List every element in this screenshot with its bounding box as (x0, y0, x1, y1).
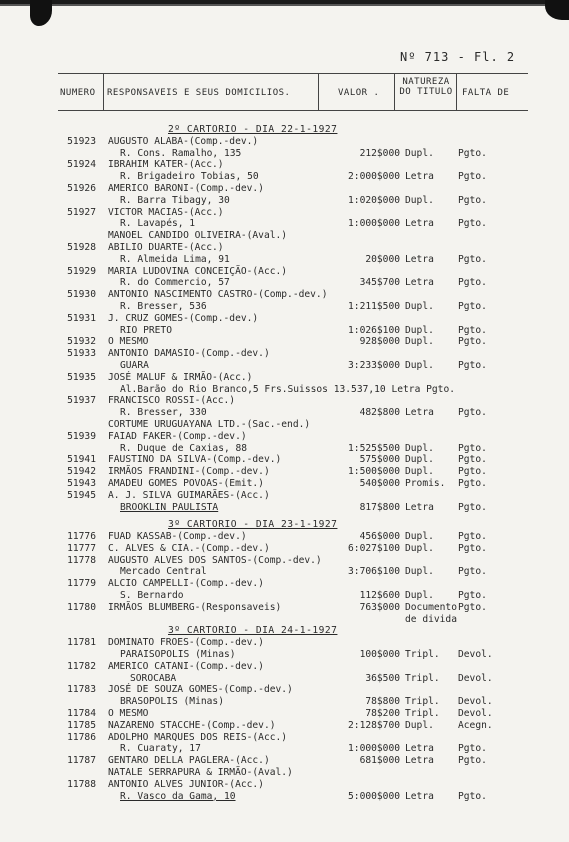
ledger-row (0, 242, 569, 254)
entry-title-nature: Dupl. (405, 466, 434, 478)
entry-value: 2:000$000 (348, 171, 400, 183)
ledger-row (0, 531, 569, 543)
entry-value: 456$000 (359, 531, 400, 543)
entry-falta: Pgto. (458, 336, 487, 348)
entry-value: 2:128$700 (348, 719, 400, 731)
entry-falta: Pgto. (458, 743, 487, 755)
entry-description: O MESMO (108, 708, 149, 720)
entry-value: 575$000 (359, 454, 400, 466)
entry-number: 51928 (67, 241, 96, 253)
ledger-row (0, 543, 569, 555)
entry-falta: Pgto. (458, 454, 487, 466)
entry-falta: Pgto. (458, 531, 487, 543)
entry-description: BROOKLIN PAULISTA (120, 501, 219, 513)
ledger-row (0, 218, 569, 230)
entry-description: AUGUSTO ALABA-(Comp.-dev.) (108, 135, 259, 147)
entry-number: 51935 (67, 371, 96, 383)
entry-description: R. Almeida Lima, 91 (120, 253, 230, 265)
page-reference: Nº 713 - Fl. 2 (400, 50, 516, 64)
entry-description: C. ALVES & CIA.-(Comp.-dev.) (108, 542, 270, 554)
ledger-row (0, 325, 569, 337)
ledger-row (0, 566, 569, 578)
entry-number: 11786 (67, 731, 96, 743)
entry-value: 212$000 (359, 147, 400, 159)
entry-value: 5:000$000 (348, 790, 400, 802)
entry-description: R. Barra Tibagy, 30 (120, 194, 230, 206)
entry-description: O MESMO (108, 336, 149, 348)
entry-value: 1:211$500 (348, 300, 400, 312)
entry-number: 51927 (67, 206, 96, 218)
ledger-row (0, 336, 569, 348)
entry-value: 36$500 (365, 672, 400, 684)
entry-title-nature: Dupl. (405, 719, 434, 731)
entry-value: 681$000 (359, 755, 400, 767)
entry-number: 11782 (67, 660, 96, 672)
entry-title-nature: Dupl. (405, 566, 434, 578)
entry-title-nature: Letra (405, 755, 434, 767)
entry-value: 78$800 (365, 696, 400, 708)
entry-falta: Pgto. (458, 542, 487, 554)
entry-title-nature: Dupl. (405, 531, 434, 543)
entry-description: FAUSTINO DA SILVA-(Comp.-dev.) (108, 454, 282, 466)
ledger-row (0, 478, 569, 490)
ledger-row (0, 159, 569, 171)
entry-description: MANOEL CANDIDO OLIVEIRA-(Aval.) (108, 230, 288, 242)
entry-title-nature: Dupl. (405, 300, 434, 312)
entry-title-nature: Letra (405, 171, 434, 183)
entry-number: 11788 (67, 778, 96, 790)
entry-title-nature: Dupl. (405, 590, 434, 602)
entry-falta: Pgto. (458, 147, 487, 159)
entry-falta: Pgto. (458, 501, 487, 513)
entry-falta: Devol. (458, 708, 493, 720)
entry-title-nature: Dupl. (405, 359, 434, 371)
ledger-row (0, 301, 569, 313)
entry-description: A. J. SILVA GUIMARÃES-(Acc.) (108, 489, 270, 501)
entry-title-nature: Documento (405, 601, 457, 613)
entry-description: BRASOPOLIS (Minas) (120, 696, 224, 708)
entry-falta: Pgto. (458, 218, 487, 230)
entry-falta: Pgto. (458, 194, 487, 206)
entry-title-nature: Dupl. (405, 542, 434, 554)
entry-description: AUGUSTO ALVES DOS SANTOS-(Comp.-dev.) (108, 554, 322, 566)
section-heading-row (0, 519, 569, 531)
entry-value: 20$000 (365, 253, 400, 265)
entry-falta: Pgto. (458, 566, 487, 578)
entry-number: 51931 (67, 312, 96, 324)
entry-description: FAIAD FAKER-(Comp.-dev.) (108, 430, 247, 442)
entry-description: FUAD KASSAB-(Comp.-dev.) (108, 531, 247, 543)
ledger-row (0, 502, 569, 514)
entry-title-nature: Dupl. (405, 194, 434, 206)
ledger-row (0, 555, 569, 567)
entry-value: 3:706$100 (348, 566, 400, 578)
entry-falta: Pgto. (458, 590, 487, 602)
ledger-row (0, 696, 569, 708)
entry-number: 11780 (67, 601, 96, 613)
column-divider (103, 73, 104, 111)
entry-description: MARIA LUDOVINA CONCEIÇÃO-(Acc.) (108, 265, 288, 277)
entry-description: JOSÉ MALUF & IRMÃO-(Acc.) (108, 371, 253, 383)
entry-description: NAZARENO STACCHE-(Comp.-dev.) (108, 719, 276, 731)
entry-description: RIO PRETO (120, 324, 172, 336)
entry-number: 51942 (67, 466, 96, 478)
entry-title-nature: Tripl. (405, 696, 440, 708)
header-numero: NUMERO (60, 88, 96, 98)
entry-falta: Pgto. (458, 477, 487, 489)
entry-falta: Pgto. (458, 466, 487, 478)
entry-number: 11781 (67, 637, 96, 649)
entry-description: ADOLPHO MARQUES DOS REIS-(Acc.) (108, 731, 288, 743)
entry-number: 51932 (67, 336, 96, 348)
entry-number: 11776 (67, 531, 96, 543)
entry-description: SOROCABA (130, 672, 177, 684)
entry-description: AMERICO BARONI-(Comp.-dev.) (108, 182, 264, 194)
section-heading: 2º CARTORIO - DIA 22-1-1927 (168, 124, 338, 135)
entry-title-nature: Dupl. (405, 442, 434, 454)
entry-value: 1:026$100 (348, 324, 400, 336)
ledger-row (0, 183, 569, 195)
entry-number: 11777 (67, 542, 96, 554)
entry-value: 1:000$000 (348, 743, 400, 755)
ledger-row (0, 590, 569, 602)
section-heading: 3º CARTORIO - DIA 23-1-1927 (168, 519, 338, 531)
ledger-row (0, 384, 569, 396)
section-heading-row (0, 124, 569, 136)
entry-value: 763$000 (359, 601, 400, 613)
ledger-row (0, 207, 569, 219)
entry-description: R. Lavapés, 1 (120, 218, 196, 230)
ledger-row (0, 614, 569, 626)
entry-number: 11784 (67, 708, 96, 720)
entry-number: 51933 (67, 348, 96, 360)
entry-value: 817$800 (359, 501, 400, 513)
ledger-row (0, 266, 569, 278)
entry-title-nature: Tripl. (405, 649, 440, 661)
entry-description: Al.Barão do Rio Branco,5 Frs.Suissos 13.537,10 Letra Pgto. (120, 383, 456, 395)
entry-falta: Pgto. (458, 324, 487, 336)
entry-number: 51945 (67, 489, 96, 501)
entry-title-nature: Dupl. (405, 454, 434, 466)
entry-falta: Devol. (458, 696, 493, 708)
ledger-row (0, 673, 569, 685)
entry-number: 51937 (67, 395, 96, 407)
entry-description: R. Duque de Caxias, 88 (120, 442, 248, 454)
entry-title-nature: Letra (405, 277, 434, 289)
entry-description: NATALE SERRAPURA & IRMÃO-(Aval.) (108, 767, 293, 779)
entry-title-nature: de divida (405, 613, 457, 625)
entry-description: R. do Commercio, 57 (120, 277, 230, 289)
scan-top-edge (0, 0, 569, 10)
ledger-row (0, 419, 569, 431)
entry-number: 51930 (67, 289, 96, 301)
entry-description: IBRAHIM KATER-(Acc.) (108, 159, 224, 171)
entry-description: VICTOR MACIAS-(Acc.) (108, 206, 224, 218)
ledger-row (0, 348, 569, 360)
ledger-row (0, 708, 569, 720)
entry-number: 11787 (67, 755, 96, 767)
ledger-row (0, 743, 569, 755)
entry-description: ALCIO CAMPELLI-(Comp.-dev.) (108, 578, 264, 590)
ledger-row (0, 755, 569, 767)
header-valor: VALOR . (338, 88, 380, 98)
entry-value: 345$700 (359, 277, 400, 289)
ledger-row (0, 313, 569, 325)
ledger-row (0, 395, 569, 407)
header-natureza: NATUREZA DO TITULO (399, 77, 453, 97)
ledger-row (0, 602, 569, 614)
entry-description: PARAISOPOLIS (Minas) (120, 649, 236, 661)
entry-value: 78$200 (365, 708, 400, 720)
entry-description: IRMÃOS BLUMBERG-(Responsaveis) (108, 601, 282, 613)
entry-number: 51939 (67, 430, 96, 442)
entry-title-nature: Dupl. (405, 147, 434, 159)
ledger-row (0, 791, 569, 803)
header-falta: FALTA DE (462, 88, 510, 98)
ledger-row (0, 661, 569, 673)
ledger-row (0, 431, 569, 443)
ledger-row (0, 466, 569, 478)
entry-value: 3:233$000 (348, 359, 400, 371)
entry-title-nature: Dupl. (405, 336, 434, 348)
entry-falta: Pgto. (458, 755, 487, 767)
entry-falta: Pgto. (458, 359, 487, 371)
ledger-row (0, 360, 569, 372)
entry-description: GUARA (120, 359, 149, 371)
ledger-row (0, 136, 569, 148)
entry-falta: Pgto. (458, 253, 487, 265)
entry-value: 1:000$000 (348, 218, 400, 230)
entry-number: 11783 (67, 684, 96, 696)
ledger-row (0, 767, 569, 779)
entry-falta: Pgto. (458, 407, 487, 419)
ledger-row (0, 732, 569, 744)
entry-value: 540$000 (359, 477, 400, 489)
entry-description: R. Bresser, 536 (120, 300, 207, 312)
entry-description: CORTUME URUGUAYANA LTD.-(Sac.-end.) (108, 418, 311, 430)
entry-title-nature: Tripl. (405, 708, 440, 720)
entry-number: 51926 (67, 182, 96, 194)
entry-value: 112$600 (359, 590, 400, 602)
ledger-row (0, 230, 569, 242)
entry-description: AMADEU GOMES POVOAS-(Emit.) (108, 477, 264, 489)
entry-description: AMERICO CATANI-(Comp.-dev.) (108, 660, 264, 672)
entry-title-nature: Promis. (405, 477, 446, 489)
entry-title-nature: Letra (405, 501, 434, 513)
entry-falta: Pgto. (458, 790, 487, 802)
entry-falta: Pgto. (458, 171, 487, 183)
column-divider (318, 73, 319, 111)
entry-value: 100$000 (359, 649, 400, 661)
entry-description: R. Bresser, 330 (120, 407, 207, 419)
entry-falta: Devol. (458, 649, 493, 661)
entry-value: 1:525$500 (348, 442, 400, 454)
ledger-row (0, 289, 569, 301)
entry-value: 6:027$100 (348, 542, 400, 554)
entry-number: 51924 (67, 159, 96, 171)
entry-description: R. Brigadeiro Tobias, 50 (120, 171, 259, 183)
entry-description: J. CRUZ GOMES-(Comp.-dev.) (108, 312, 259, 324)
ledger-row (0, 407, 569, 419)
entry-description: R. Cons. Ramalho, 135 (120, 147, 242, 159)
ledger-row (0, 443, 569, 455)
entry-falta: Pgto. (458, 300, 487, 312)
entry-description: R. Cuaraty, 17 (120, 743, 201, 755)
entry-value: 482$800 (359, 407, 400, 419)
ledger-row (0, 720, 569, 732)
entry-title-nature: Letra (405, 407, 434, 419)
entry-description: Mercado Central (120, 566, 207, 578)
header-responsaveis: RESPONSAVEIS E SEUS DOMICILIOS. (107, 88, 291, 98)
entry-title-nature: Dupl. (405, 324, 434, 336)
entry-falta: Pgto. (458, 442, 487, 454)
entry-number: 51941 (67, 454, 96, 466)
ledger-row (0, 454, 569, 466)
entry-title-nature: Letra (405, 218, 434, 230)
ledger-row (0, 578, 569, 590)
header-top-rule (58, 73, 528, 74)
ledger-row (0, 779, 569, 791)
entry-description: IRMÃOS FRANDINI-(Comp.-dev.) (108, 466, 270, 478)
ledger-row (0, 148, 569, 160)
entry-description: ANTONIO NASCIMENTO CASTRO-(Comp.-dev.) (108, 289, 328, 301)
entry-falta: Acegn. (458, 719, 493, 731)
entry-title-nature: Tripl. (405, 672, 440, 684)
entry-description: DOMINATO FROES-(Comp.-dev.) (108, 637, 264, 649)
entry-title-nature: Letra (405, 790, 434, 802)
ledger-row (0, 649, 569, 661)
ledger-row (0, 195, 569, 207)
entry-description: FRANCISCO ROSSI-(Acc.) (108, 395, 236, 407)
ledger-row (0, 372, 569, 384)
entry-falta: Devol. (458, 672, 493, 684)
entry-value: 1:020$000 (348, 194, 400, 206)
ink-blot (30, 0, 52, 26)
entry-description: R. Vasco da Gama, 10 (120, 790, 236, 802)
entry-title-nature: Letra (405, 253, 434, 265)
entry-falta: Pgto. (458, 601, 487, 613)
ledger-row (0, 254, 569, 266)
entry-description: GENTARO DELLA PAGLERA-(Acc.) (108, 755, 270, 767)
header-bottom-rule (58, 110, 528, 111)
entry-falta: Pgto. (458, 277, 487, 289)
ledger-row (0, 637, 569, 649)
entry-description: ANTONIO ALVES JUNIOR-(Acc.) (108, 778, 264, 790)
entry-number: 51923 (67, 135, 96, 147)
entry-value: 1:500$000 (348, 466, 400, 478)
entry-description: S. Bernardo (120, 590, 184, 602)
ledger-row (0, 684, 569, 696)
ledger-rows (0, 124, 569, 802)
entry-description: JOSÉ DE SOUZA GOMES-(Comp.-dev.) (108, 684, 293, 696)
entry-value: 928$000 (359, 336, 400, 348)
entry-number: 11778 (67, 554, 96, 566)
entry-description: ABILIO DUARTE-(Acc.) (108, 241, 224, 253)
section-heading-row (0, 625, 569, 637)
section-heading: 3º CARTORIO - DIA 24-1-1927 (168, 625, 338, 637)
entry-number: 11779 (67, 578, 96, 590)
ledger-row (0, 277, 569, 289)
ledger-row (0, 490, 569, 502)
ledger-row (0, 171, 569, 183)
entry-title-nature: Letra (405, 743, 434, 755)
entry-number: 51929 (67, 265, 96, 277)
entry-number: 11785 (67, 719, 96, 731)
ink-blot (545, 0, 569, 20)
entry-number: 51943 (67, 477, 96, 489)
entry-description: ANTONIO DAMASIO-(Comp.-dev.) (108, 348, 270, 360)
